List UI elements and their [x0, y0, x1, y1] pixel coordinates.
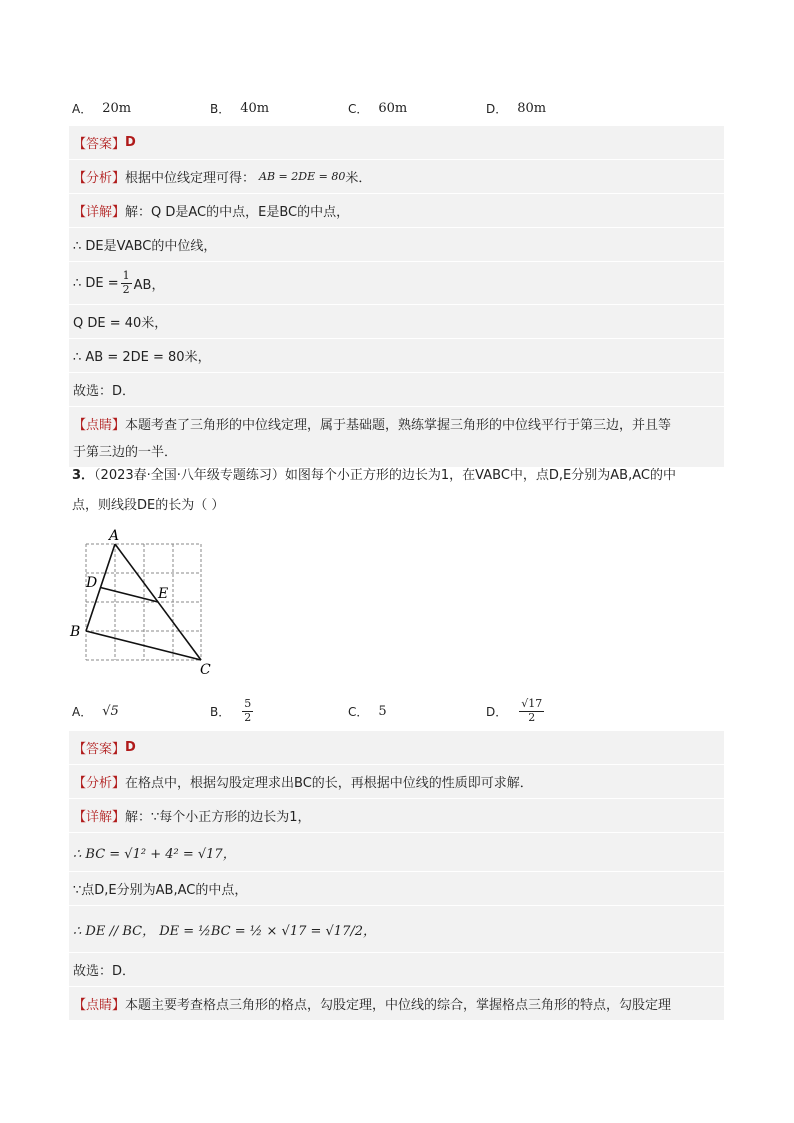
- q3-stem-line-1: 3．（2023春·全国·八年级专题练习）如图每个小正方形的边长为1，在VABC中，点D,E分别为AB,AC的中: [72, 468, 676, 483]
- q2-option-c[interactable]: C． 60m: [348, 101, 408, 116]
- q2-analysis-row: 【分析】 根据中位线定理可得： AB = 2DE = 80 米．: [69, 160, 724, 194]
- q2-options: [72, 100, 732, 117]
- q3-analysis-row: 【分析】 在格点中，根据勾股定理求出BC的长，再根据中位线的性质即可求解．: [69, 765, 724, 799]
- q2-detail-row-2: ∴ DE是VABC的中位线，: [69, 228, 724, 262]
- q3-figure: [66, 524, 226, 684]
- q3-option-b[interactable]: B． $\frac{5}{2}$: [210, 697, 252, 724]
- point-b-label: B: [70, 624, 81, 640]
- q3-detail-row-2: ∴ BC = √1² + 4² = √17，: [69, 833, 724, 872]
- q2-detail-row-5: ∴ AB = 2DE = 80米，: [69, 339, 724, 373]
- q2-answer-block: [69, 126, 724, 468]
- q2-detail-row-1: 【详解】 解：Q D是AC的中点，E是BC的中点，: [69, 194, 724, 228]
- q2-detail-row-3: ∴ DE = $\frac{1}{2}$ AB，: [69, 262, 724, 305]
- q2-option-d[interactable]: D． 80m: [486, 101, 547, 116]
- q3-options: [72, 694, 732, 728]
- q3-option-b-fraction: $\frac{5}{2}$: [244, 697, 252, 724]
- q3-option-c[interactable]: C． 5: [348, 703, 387, 719]
- q3-detail-row-4: ∴ DE // BC， DE = ½BC = ½ × √17 = √17/2，: [69, 906, 724, 953]
- q3-detail-row-3: ∵点D,E分别为AB,AC的中点，: [69, 872, 724, 906]
- q2-option-a[interactable]: A． 20m: [72, 101, 132, 116]
- q2-detail-row-4: Q DE = 40米，: [69, 305, 724, 339]
- q3-answer-row: 【答案】 D: [69, 731, 724, 765]
- q3-answer-block: [69, 731, 724, 1021]
- q3-comment-row: 【点睛】 本题主要考查格点三角形的格点，勾股定理，中位线的综合，掌握格点三角形的特点，勾股定理: [69, 987, 724, 1021]
- grid: [86, 544, 201, 660]
- point-a-label: A: [109, 528, 120, 544]
- q3-stem-line-2: 点，则线段DE的长为（ ）: [72, 498, 225, 513]
- q3-option-d-fraction: $\frac{√17}{2}$: [521, 697, 543, 724]
- q2-option-b[interactable]: B． 40m: [210, 101, 270, 116]
- point-d-label: D: [86, 575, 98, 591]
- q3-option-a[interactable]: A． √5: [72, 703, 119, 719]
- q2-comment-row: 【点睛】本题考查了三角形的中位线定理，属于基础题，熟练掌握三角形的中位线平行于第三边，并且等 于第三边的一半．: [69, 407, 724, 468]
- q3-option-d[interactable]: D． $\frac{√17}{2}$: [486, 697, 543, 724]
- q3-choose-row: 故选：D．: [69, 953, 724, 987]
- q3-detail-row-1: 【详解】 解：∵每个小正方形的边长为1，: [69, 799, 724, 833]
- point-c-label: C: [200, 662, 211, 678]
- q2-fraction: $\frac{1}{2}$: [122, 269, 130, 296]
- q2-answer-row: 【答案】 D: [69, 126, 724, 160]
- point-e-label: E: [158, 586, 169, 602]
- q2-choose-row: 故选：D．: [69, 373, 724, 407]
